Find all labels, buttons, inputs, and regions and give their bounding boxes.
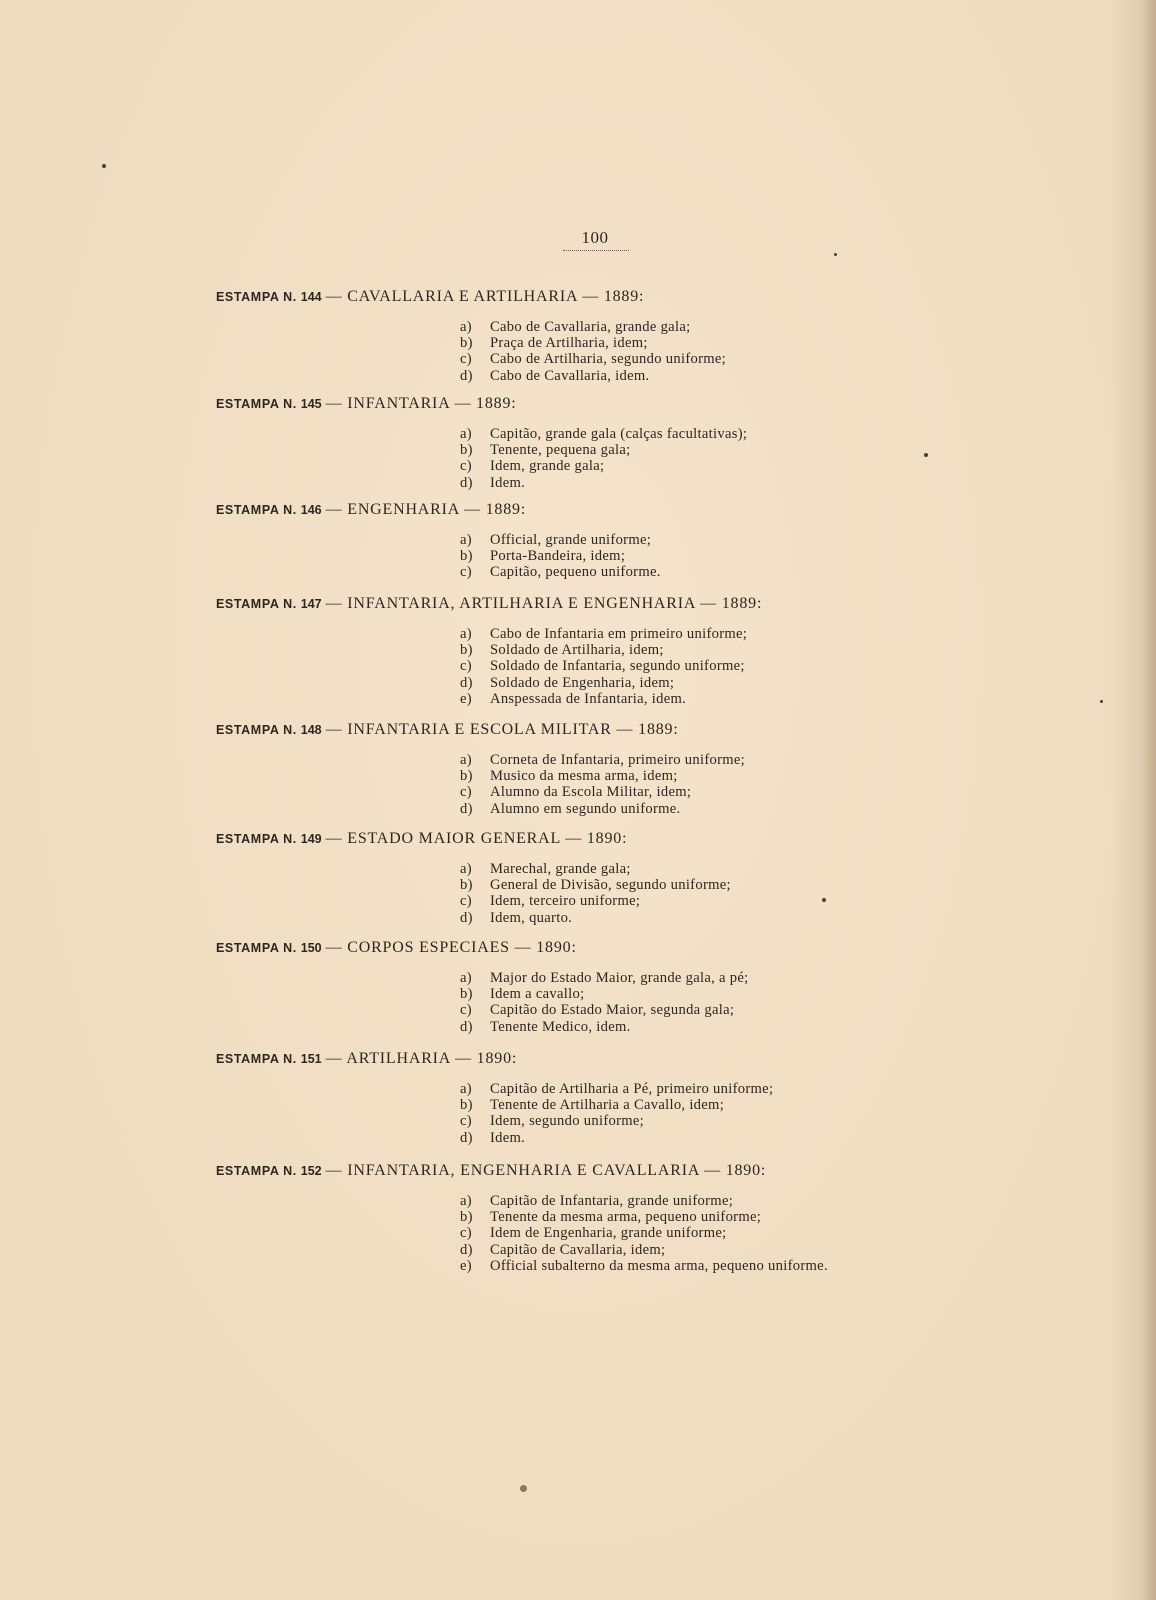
plate-item xyxy=(460,1258,1096,1274)
plate-number: 148 xyxy=(300,723,322,737)
item-marker: b) xyxy=(460,768,473,785)
plate-item xyxy=(460,351,1096,367)
item-text: Cabo de Infantaria em primeiro uniforme; xyxy=(490,626,748,642)
plate-item xyxy=(460,1193,1096,1209)
item-marker: a) xyxy=(460,532,472,548)
item-marker: e) xyxy=(460,690,472,707)
plate-number: 146 xyxy=(300,503,322,517)
plate-heading xyxy=(216,394,1096,414)
plate-item xyxy=(460,548,1096,564)
plate-title: — CAVALLARIA E ARTILHARIA — 1889: xyxy=(325,288,645,305)
item-marker: a) xyxy=(460,426,472,442)
plate-entry xyxy=(216,287,1096,384)
item-text: Soldado de Engenharia, idem; xyxy=(490,674,675,691)
paper-speck xyxy=(1100,700,1103,703)
paper-speck xyxy=(924,453,928,457)
item-text: Corneta de Infantaria, primeiro uniforme; xyxy=(490,752,746,768)
paper-speck xyxy=(834,253,837,256)
item-marker: c) xyxy=(460,1002,472,1019)
item-text: Tenente de Artilharia a Cavallo, idem; xyxy=(490,1097,725,1114)
plate-item xyxy=(460,658,1096,674)
plate-title: — INFANTARIA, ENGENHARIA E CAVALLARIA — 1890: xyxy=(325,1162,767,1179)
item-marker: d) xyxy=(460,909,473,926)
item-text: Cabo de Cavallaria, grande gala; xyxy=(490,319,691,335)
plate-title: — INFANTARIA — 1889: xyxy=(325,395,517,412)
plate-label: ESTAMPA N. xyxy=(216,723,297,737)
plate-heading xyxy=(216,594,1096,614)
item-text: Capitão, pequeno uniforme. xyxy=(490,564,661,581)
plate-item xyxy=(460,768,1096,784)
plate-item xyxy=(460,1209,1096,1225)
plate-number: 144 xyxy=(300,290,322,304)
plate-item xyxy=(460,752,1096,768)
item-marker: d) xyxy=(460,1018,473,1035)
item-marker: d) xyxy=(460,674,473,691)
plate-entry xyxy=(216,720,1096,817)
item-marker: c) xyxy=(460,1225,472,1242)
plate-title: — INFANTARIA, ARTILHARIA E ENGENHARIA — 1889: xyxy=(325,595,763,612)
plate-item xyxy=(460,1113,1096,1129)
paper-speck xyxy=(822,898,826,902)
item-text: Anspessada de Infantaria, idem. xyxy=(490,690,687,707)
item-text: Soldado de Infantaria, segundo uniforme; xyxy=(490,658,745,675)
item-text: Idem, grande gala; xyxy=(490,458,605,475)
item-text: Praça de Artilharia, idem; xyxy=(490,335,648,352)
plate-item xyxy=(460,626,1096,642)
plate-number: 147 xyxy=(300,597,322,611)
plate-item xyxy=(460,1225,1096,1241)
plate-item xyxy=(460,642,1096,658)
plate-number: 152 xyxy=(300,1164,322,1178)
item-marker: a) xyxy=(460,319,472,335)
plate-heading xyxy=(216,1161,1096,1181)
item-marker: b) xyxy=(460,442,473,459)
item-text: Major do Estado Maior, grande gala, a pé; xyxy=(490,970,749,986)
plate-heading xyxy=(216,938,1096,958)
plate-title: — ARTILHARIA — 1890: xyxy=(325,1050,518,1067)
plate-label: ESTAMPA N. xyxy=(216,290,297,304)
plate-entry xyxy=(216,500,1096,581)
plate-label: ESTAMPA N. xyxy=(216,597,297,611)
plate-heading xyxy=(216,720,1096,740)
item-marker: a) xyxy=(460,752,472,768)
item-text: Marechal, grande gala; xyxy=(490,861,631,877)
item-marker: b) xyxy=(460,1097,473,1114)
item-marker: b) xyxy=(460,642,473,659)
plate-item xyxy=(460,970,1096,986)
plate-item xyxy=(460,691,1096,707)
plate-heading xyxy=(216,287,1096,307)
item-text: Capitão de Infantaria, grande uniforme; xyxy=(490,1193,734,1209)
plate-item xyxy=(460,877,1096,893)
paper-speck xyxy=(520,1485,527,1492)
item-marker: c) xyxy=(460,1113,472,1130)
item-marker: a) xyxy=(460,861,472,877)
plate-title: — CORPOS ESPECIAES — 1890: xyxy=(325,939,577,956)
item-text: Porta-Bandeira, idem; xyxy=(490,548,626,565)
plate-entry xyxy=(216,394,1096,491)
item-marker: c) xyxy=(460,351,472,368)
plate-entry xyxy=(216,829,1096,926)
item-text: Idem. xyxy=(490,1129,526,1146)
plate-title: — INFANTARIA E ESCOLA MILITAR — 1889: xyxy=(325,721,679,738)
plate-item xyxy=(460,861,1096,877)
plate-item-list xyxy=(460,1193,1096,1274)
item-text: Idem, quarto. xyxy=(490,909,573,926)
plate-title: — ESTADO MAIOR GENERAL — 1890: xyxy=(325,830,628,847)
plate-entry xyxy=(216,594,1096,707)
item-text: Cabo de Cavallaria, idem. xyxy=(490,367,650,384)
page-edge-shadow xyxy=(1142,0,1156,1600)
plate-item xyxy=(460,986,1096,1002)
plate-label: ESTAMPA N. xyxy=(216,1164,297,1178)
plate-number: 151 xyxy=(300,1052,322,1066)
item-marker: d) xyxy=(460,1241,473,1258)
plate-item xyxy=(460,426,1096,442)
plate-item xyxy=(460,1097,1096,1113)
plate-number: 145 xyxy=(300,397,322,411)
item-text: Capitão, grande gala (calças facultativas); xyxy=(490,426,748,442)
plate-item-list xyxy=(460,426,1096,491)
plate-entry xyxy=(216,1049,1096,1146)
plate-item xyxy=(460,564,1096,580)
plate-item xyxy=(460,319,1096,335)
plate-item xyxy=(460,368,1096,384)
item-text: General de Divisão, segundo uniforme; xyxy=(490,877,731,894)
item-marker: a) xyxy=(460,626,472,642)
item-marker: b) xyxy=(460,548,473,565)
item-marker: e) xyxy=(460,1257,472,1274)
plate-item xyxy=(460,675,1096,691)
item-marker: c) xyxy=(460,784,472,801)
item-marker: c) xyxy=(460,458,472,475)
plate-item-list xyxy=(460,532,1096,581)
plate-item xyxy=(460,910,1096,926)
page-number-rule xyxy=(563,250,629,254)
paper-speck xyxy=(102,164,106,168)
plate-entry xyxy=(216,1161,1096,1274)
plate-item-list xyxy=(460,1081,1096,1146)
plate-item xyxy=(460,458,1096,474)
item-marker: b) xyxy=(460,335,473,352)
plate-title: — ENGENHARIA — 1889: xyxy=(325,501,527,518)
plate-entry xyxy=(216,938,1096,1035)
plate-item xyxy=(460,442,1096,458)
plate-item xyxy=(460,1130,1096,1146)
item-marker: c) xyxy=(460,564,472,581)
plate-item xyxy=(460,475,1096,491)
plate-heading xyxy=(216,500,1096,520)
item-text: Idem. xyxy=(490,474,526,491)
plate-heading xyxy=(216,829,1096,849)
item-marker: b) xyxy=(460,986,473,1003)
item-marker: d) xyxy=(460,1129,473,1146)
plate-item-list xyxy=(460,752,1096,817)
plate-item xyxy=(460,1242,1096,1258)
item-text: Tenente, pequena gala; xyxy=(490,442,631,459)
item-text: Capitão do Estado Maior, segunda gala; xyxy=(490,1002,735,1019)
item-text: Idem, terceiro uniforme; xyxy=(490,893,641,910)
item-text: Idem, segundo uniforme; xyxy=(490,1113,645,1130)
plate-label: ESTAMPA N. xyxy=(216,1052,297,1066)
plate-item xyxy=(460,784,1096,800)
plate-item-list xyxy=(460,626,1096,707)
plate-item xyxy=(460,801,1096,817)
item-text: Capitão de Cavallaria, idem; xyxy=(490,1241,666,1258)
item-text: Capitão de Artilharia a Pé, primeiro uniforme; xyxy=(490,1081,774,1097)
item-text: Soldado de Artilharia, idem; xyxy=(490,642,664,659)
plate-item xyxy=(460,1019,1096,1035)
plate-item-list xyxy=(460,861,1096,926)
plate-item xyxy=(460,335,1096,351)
page-number: 100 xyxy=(581,228,609,247)
item-text: Alumno da Escola Militar, idem; xyxy=(490,784,692,801)
item-marker: d) xyxy=(460,367,473,384)
plate-label: ESTAMPA N. xyxy=(216,832,297,846)
item-marker: c) xyxy=(460,893,472,910)
item-text: Cabo de Artilharia, segundo uniforme; xyxy=(490,351,727,368)
item-marker: d) xyxy=(460,800,473,817)
plate-item-list xyxy=(460,319,1096,384)
item-text: Idem a cavallo; xyxy=(490,986,585,1003)
item-text: Tenente da mesma arma, pequeno uniforme; xyxy=(490,1209,762,1226)
item-marker: a) xyxy=(460,1193,472,1209)
item-marker: a) xyxy=(460,1081,472,1097)
item-marker: b) xyxy=(460,1209,473,1226)
plate-number: 150 xyxy=(300,941,322,955)
plate-item-list xyxy=(460,970,1096,1035)
item-marker: c) xyxy=(460,658,472,675)
item-text: Alumno em segundo uniforme. xyxy=(490,800,681,817)
plate-label: ESTAMPA N. xyxy=(216,503,297,517)
plate-item xyxy=(460,1002,1096,1018)
plate-label: ESTAMPA N. xyxy=(216,397,297,411)
plate-item xyxy=(460,893,1096,909)
plate-number: 149 xyxy=(300,832,322,846)
item-text: Musico da mesma arma, idem; xyxy=(490,768,678,785)
item-text: Official, grande uniforme; xyxy=(490,532,652,548)
item-text: Idem de Engenharia, grande uniforme; xyxy=(490,1225,727,1242)
plate-label: ESTAMPA N. xyxy=(216,941,297,955)
item-marker: a) xyxy=(460,970,472,986)
plate-item xyxy=(460,1081,1096,1097)
plate-item xyxy=(460,532,1096,548)
item-text: Official subalterno da mesma arma, pequeno uniforme. xyxy=(490,1257,828,1274)
item-text: Tenente Medico, idem. xyxy=(490,1018,631,1035)
item-marker: b) xyxy=(460,877,473,894)
item-marker: d) xyxy=(460,474,473,491)
plate-heading xyxy=(216,1049,1096,1069)
